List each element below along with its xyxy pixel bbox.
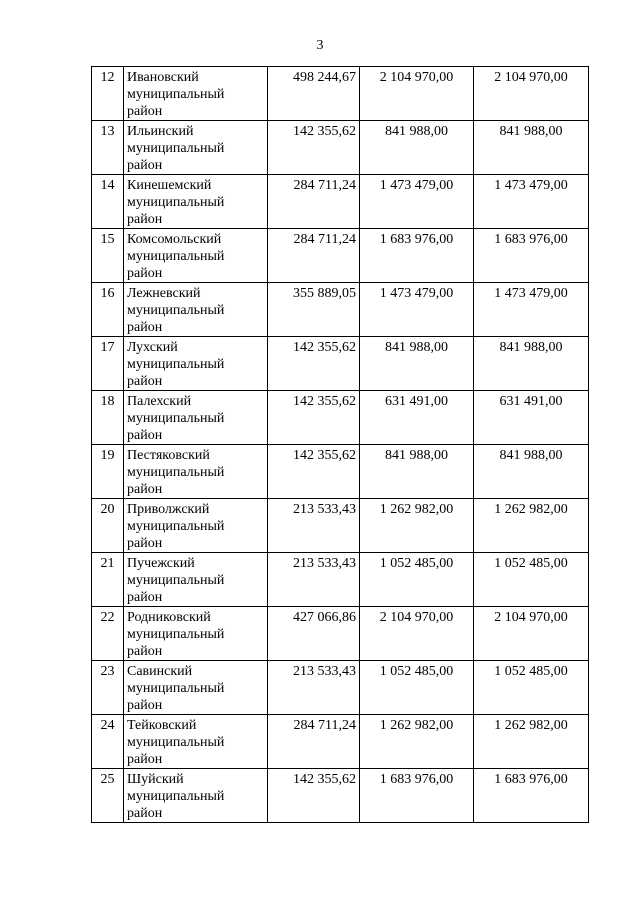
row-number-cell: 25 <box>92 769 124 823</box>
district-name-line: район <box>127 266 163 281</box>
row-number-cell: 19 <box>92 445 124 499</box>
district-name-line: район <box>127 158 163 173</box>
amount-cell-1: 142 355,62 <box>268 337 360 391</box>
amount-cell-2: 1 262 982,00 <box>360 715 474 769</box>
table-row <box>92 607 589 661</box>
amount-cell-1: 355 889,05 <box>268 283 360 337</box>
table-row <box>92 175 589 229</box>
amount-cell-1: 427 066,86 <box>268 607 360 661</box>
district-name-line: район <box>127 428 163 443</box>
district-name-cell <box>124 175 268 229</box>
amount-cell-1: 284 711,24 <box>268 175 360 229</box>
amount-cell-3: 1 473 479,00 <box>474 175 589 229</box>
table-row <box>92 121 589 175</box>
amount-cell-3: 1 052 485,00 <box>474 661 589 715</box>
district-name-line: муниципальный <box>127 87 225 102</box>
amount-cell-2: 2 104 970,00 <box>360 67 474 121</box>
row-number-cell: 22 <box>92 607 124 661</box>
row-number-cell: 23 <box>92 661 124 715</box>
district-name-line: Приволжский <box>127 502 210 517</box>
row-number-cell: 13 <box>92 121 124 175</box>
amount-cell-3: 841 988,00 <box>474 121 589 175</box>
row-number-cell: 18 <box>92 391 124 445</box>
amount-cell-2: 1 052 485,00 <box>360 553 474 607</box>
amount-cell-2: 631 491,00 <box>360 391 474 445</box>
amount-cell-1: 142 355,62 <box>268 121 360 175</box>
amount-cell-2: 1 473 479,00 <box>360 175 474 229</box>
amount-cell-1: 213 533,43 <box>268 553 360 607</box>
district-name-cell <box>124 553 268 607</box>
row-number-cell: 16 <box>92 283 124 337</box>
district-name-line: район <box>127 752 163 767</box>
district-name-line: Пучежский <box>127 556 195 571</box>
district-name-line: муниципальный <box>127 789 225 804</box>
district-name-line: муниципальный <box>127 411 225 426</box>
amount-cell-3: 1 262 982,00 <box>474 499 589 553</box>
amount-cell-3: 2 104 970,00 <box>474 607 589 661</box>
table-row <box>92 67 589 121</box>
amount-cell-1: 284 711,24 <box>268 715 360 769</box>
district-name-line: муниципальный <box>127 627 225 642</box>
amount-cell-3: 1 473 479,00 <box>474 283 589 337</box>
district-name-line: муниципальный <box>127 303 225 318</box>
district-name-line: район <box>127 482 163 497</box>
district-name-cell <box>124 661 268 715</box>
page-number: 3 <box>316 38 324 53</box>
district-name-cell <box>124 391 268 445</box>
row-number-cell: 17 <box>92 337 124 391</box>
district-name-cell <box>124 121 268 175</box>
district-name-cell <box>124 229 268 283</box>
district-name-line: район <box>127 590 163 605</box>
district-name-line: район <box>127 698 163 713</box>
district-name-line: муниципальный <box>127 195 225 210</box>
amount-cell-3: 1 683 976,00 <box>474 229 589 283</box>
district-name-line: Кинешемский <box>127 178 212 193</box>
district-name-line: Ивановский <box>127 70 199 85</box>
district-name-cell <box>124 499 268 553</box>
row-number-cell: 24 <box>92 715 124 769</box>
amount-cell-2: 1 683 976,00 <box>360 769 474 823</box>
district-name-line: Шуйский <box>127 772 184 787</box>
amount-cell-1: 142 355,62 <box>268 445 360 499</box>
amount-cell-2: 841 988,00 <box>360 445 474 499</box>
table-row <box>92 337 589 391</box>
district-name-cell <box>124 445 268 499</box>
table-row <box>92 661 589 715</box>
row-number-cell: 21 <box>92 553 124 607</box>
table-row <box>92 229 589 283</box>
amount-cell-1: 284 711,24 <box>268 229 360 283</box>
amount-cell-3: 841 988,00 <box>474 337 589 391</box>
district-name-line: район <box>127 104 163 119</box>
district-name-line: район <box>127 644 163 659</box>
district-name-line: Савинский <box>127 664 193 679</box>
district-name-cell <box>124 283 268 337</box>
district-name-line: муниципальный <box>127 681 225 696</box>
amount-cell-2: 841 988,00 <box>360 337 474 391</box>
amount-cell-2: 1 262 982,00 <box>360 499 474 553</box>
district-name-line: район <box>127 374 163 389</box>
table-row <box>92 391 589 445</box>
district-name-cell <box>124 715 268 769</box>
amount-cell-3: 2 104 970,00 <box>474 67 589 121</box>
district-name-line: муниципальный <box>127 519 225 534</box>
table-row <box>92 445 589 499</box>
row-number-cell: 12 <box>92 67 124 121</box>
district-name-line: Палехский <box>127 394 192 409</box>
amount-cell-1: 498 244,67 <box>268 67 360 121</box>
amount-cell-3: 1 683 976,00 <box>474 769 589 823</box>
amount-cell-1: 213 533,43 <box>268 499 360 553</box>
district-name-line: Комсомольский <box>127 232 222 247</box>
table-row <box>92 715 589 769</box>
district-name-line: Лухский <box>127 340 178 355</box>
table-row <box>92 769 589 823</box>
table-row <box>92 283 589 337</box>
row-number-cell: 20 <box>92 499 124 553</box>
district-name-line: Лежневский <box>127 286 201 301</box>
district-name-cell <box>124 607 268 661</box>
district-name-line: район <box>127 806 163 821</box>
row-number-cell: 15 <box>92 229 124 283</box>
district-name-line: муниципальный <box>127 357 225 372</box>
district-name-line: Ильинский <box>127 124 194 139</box>
amount-cell-1: 213 533,43 <box>268 661 360 715</box>
amount-cell-1: 142 355,62 <box>268 391 360 445</box>
amount-cell-3: 1 262 982,00 <box>474 715 589 769</box>
row-number-cell: 14 <box>92 175 124 229</box>
amount-cell-2: 1 473 479,00 <box>360 283 474 337</box>
district-name-line: Пестяковский <box>127 448 210 463</box>
district-name-line: Родниковский <box>127 610 211 625</box>
amount-cell-2: 1 052 485,00 <box>360 661 474 715</box>
district-name-cell <box>124 67 268 121</box>
amount-cell-2: 1 683 976,00 <box>360 229 474 283</box>
amount-cell-2: 841 988,00 <box>360 121 474 175</box>
district-name-cell <box>124 337 268 391</box>
amount-cell-3: 631 491,00 <box>474 391 589 445</box>
amount-cell-1: 142 355,62 <box>268 769 360 823</box>
district-name-line: район <box>127 320 163 335</box>
district-name-line: муниципальный <box>127 249 225 264</box>
district-name-cell <box>124 769 268 823</box>
amount-cell-2: 2 104 970,00 <box>360 607 474 661</box>
amount-cell-3: 1 052 485,00 <box>474 553 589 607</box>
district-name-line: муниципальный <box>127 735 225 750</box>
district-name-line: муниципальный <box>127 465 225 480</box>
amount-cell-3: 841 988,00 <box>474 445 589 499</box>
allocation-table <box>91 66 589 823</box>
table-row <box>92 553 589 607</box>
table-body <box>92 67 589 823</box>
district-name-line: Тейковский <box>127 718 197 733</box>
district-name-line: район <box>127 212 163 227</box>
district-name-line: муниципальный <box>127 573 225 588</box>
district-name-line: район <box>127 536 163 551</box>
table-row <box>92 499 589 553</box>
district-name-line: муниципальный <box>127 141 225 156</box>
